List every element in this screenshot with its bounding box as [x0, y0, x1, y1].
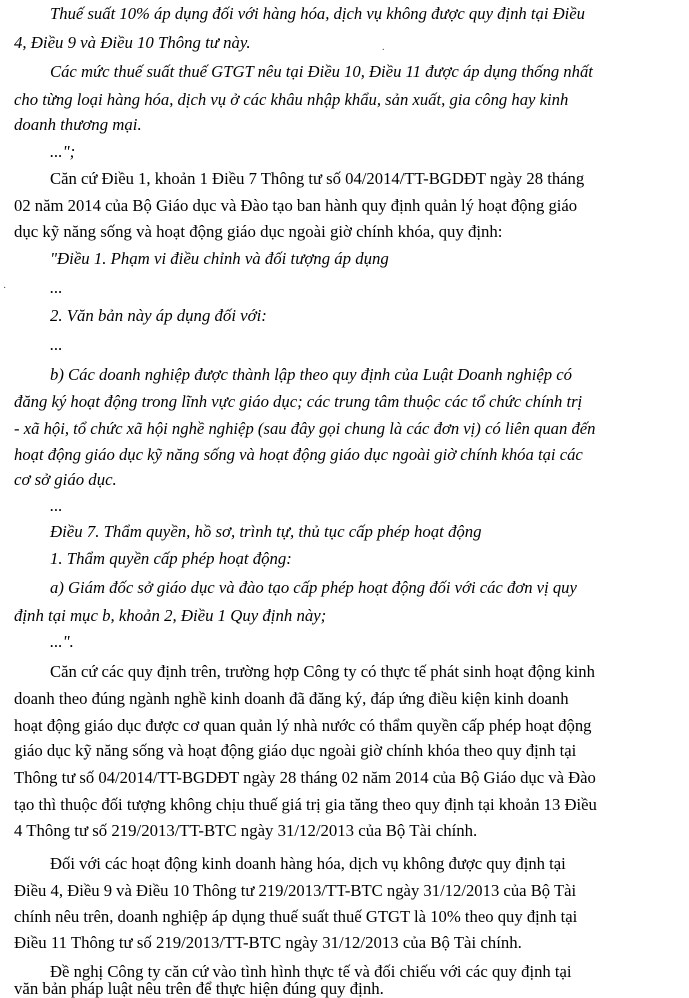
text-line: đăng ký hoạt động trong lĩnh vực giáo dục; các trung tâm thuộc các tổ chức chính trị	[14, 392, 583, 411]
text-line: 2. Văn bản này áp dụng đối với:	[50, 306, 267, 325]
text-line: hoạt động giáo dục kỹ năng sống và hoạt động giáo dục ngoài giờ chính khóa tại các	[14, 445, 583, 464]
scan-speck: ·	[3, 283, 7, 294]
text-line: định tại mục b, khoản 2, Điều 1 Quy định này;	[14, 606, 327, 625]
text-line: ...	[50, 278, 63, 297]
text-line: Thuế suất 10% áp dụng đối với hàng hóa, dịch vụ không được quy định tại Điều	[50, 4, 585, 23]
text-line: dục kỹ năng sống và hoạt động giáo dục ngoài giờ chính khóa, quy định:	[14, 222, 503, 241]
text-line: hoạt động giáo dục được cơ quan quản lý nhà nước có thẩm quyền cấp phép hoạt động	[14, 716, 592, 735]
text-line: 4, Điều 9 và Điều 10 Thông tư này.	[14, 33, 251, 52]
text-line: Thông tư số 04/2014/TT-BGDĐT ngày 28 tháng 02 năm 2014 của Bộ Giáo dục và Đào	[14, 768, 596, 787]
text-line: a) Giám đốc sở giáo dục và đào tạo cấp phép hoạt động đối với các đơn vị quy	[50, 578, 577, 597]
text-line: Đề nghị Công ty căn cứ vào tình hình thực tế và đối chiếu với các quy định tại	[50, 962, 572, 981]
text-line: ...";	[50, 142, 76, 161]
text-line: doanh theo đúng ngành nghề kinh doanh đã đăng ký, đáp ứng điều kiện kinh doanh	[14, 689, 569, 708]
text-line: Điều 7. Thẩm quyền, hồ sơ, trình tự, thủ tục cấp phép hoạt động	[50, 522, 482, 541]
text-line: 02 năm 2014 của Bộ Giáo dục và Đào tạo ban hành quy định quản lý hoạt động giáo	[14, 196, 578, 215]
text-line: Điều 11 Thông tư số 219/2013/TT-BTC ngày 31/12/2013 của Bộ Tài chính.	[14, 933, 522, 952]
text-line: 1. Thẩm quyền cấp phép hoạt động:	[50, 549, 292, 568]
text-line: Căn cứ Điều 1, khoản 1 Điều 7 Thông tư số 04/2014/TT-BGDĐT ngày 28 tháng	[50, 169, 585, 188]
text-line: "Điều 1. Phạm vi điều chỉnh và đối tượng áp dụng	[50, 249, 389, 268]
text-line: giáo dục kỹ năng sống và hoạt động giáo dục ngoài giờ chính khóa theo quy định tại	[14, 741, 577, 760]
text-line: - xã hội, tổ chức xã hội nghề nghiệp (sau đây gọi chung là các đơn vị) có liên quan đến	[14, 419, 596, 438]
text-line: ...	[50, 496, 63, 515]
text-line: doanh thương mại.	[14, 115, 142, 134]
text-line: Các mức thuế suất thuế GTGT nêu tại Điều 10, Điều 11 được áp dụng thống nhất	[50, 62, 593, 81]
scan-speck: .	[382, 42, 385, 53]
text-line: b) Các doanh nghiệp được thành lập theo quy định của Luật Doanh nghiệp có	[50, 365, 572, 384]
text-line: 4 Thông tư số 219/2013/TT-BTC ngày 31/12/2013 của Bộ Tài chính.	[14, 821, 478, 840]
text-line: tạo thì thuộc đối tượng không chịu thuế giá trị gia tăng theo quy định tại khoản 13 Điều	[14, 795, 597, 814]
text-line: chính nêu trên, doanh nghiệp áp dụng thuế suất thuế GTGT là 10% theo quy định tại	[14, 907, 578, 926]
text-line: ...".	[50, 632, 74, 651]
text-line: cho từng loại hàng hóa, dịch vụ ở các khâu nhập khẩu, sản xuất, gia công hay kinh	[14, 90, 569, 109]
text-line: Đối với các hoạt động kinh doanh hàng hóa, dịch vụ không được quy định tại	[50, 854, 566, 873]
text-line: Điều 4, Điều 9 và Điều 10 Thông tư 219/2013/TT-BTC ngày 31/12/2013 của Bộ Tài	[14, 881, 577, 900]
text-line: ...	[50, 335, 63, 354]
text-line: văn bản pháp luật nêu trên để thực hiện đúng quy định.	[14, 979, 384, 998]
text-line: cơ sở giáo dục.	[14, 470, 117, 489]
text-line: Căn cứ các quy định trên, trường hợp Công ty có thực tế phát sinh hoạt động kinh	[50, 662, 595, 681]
